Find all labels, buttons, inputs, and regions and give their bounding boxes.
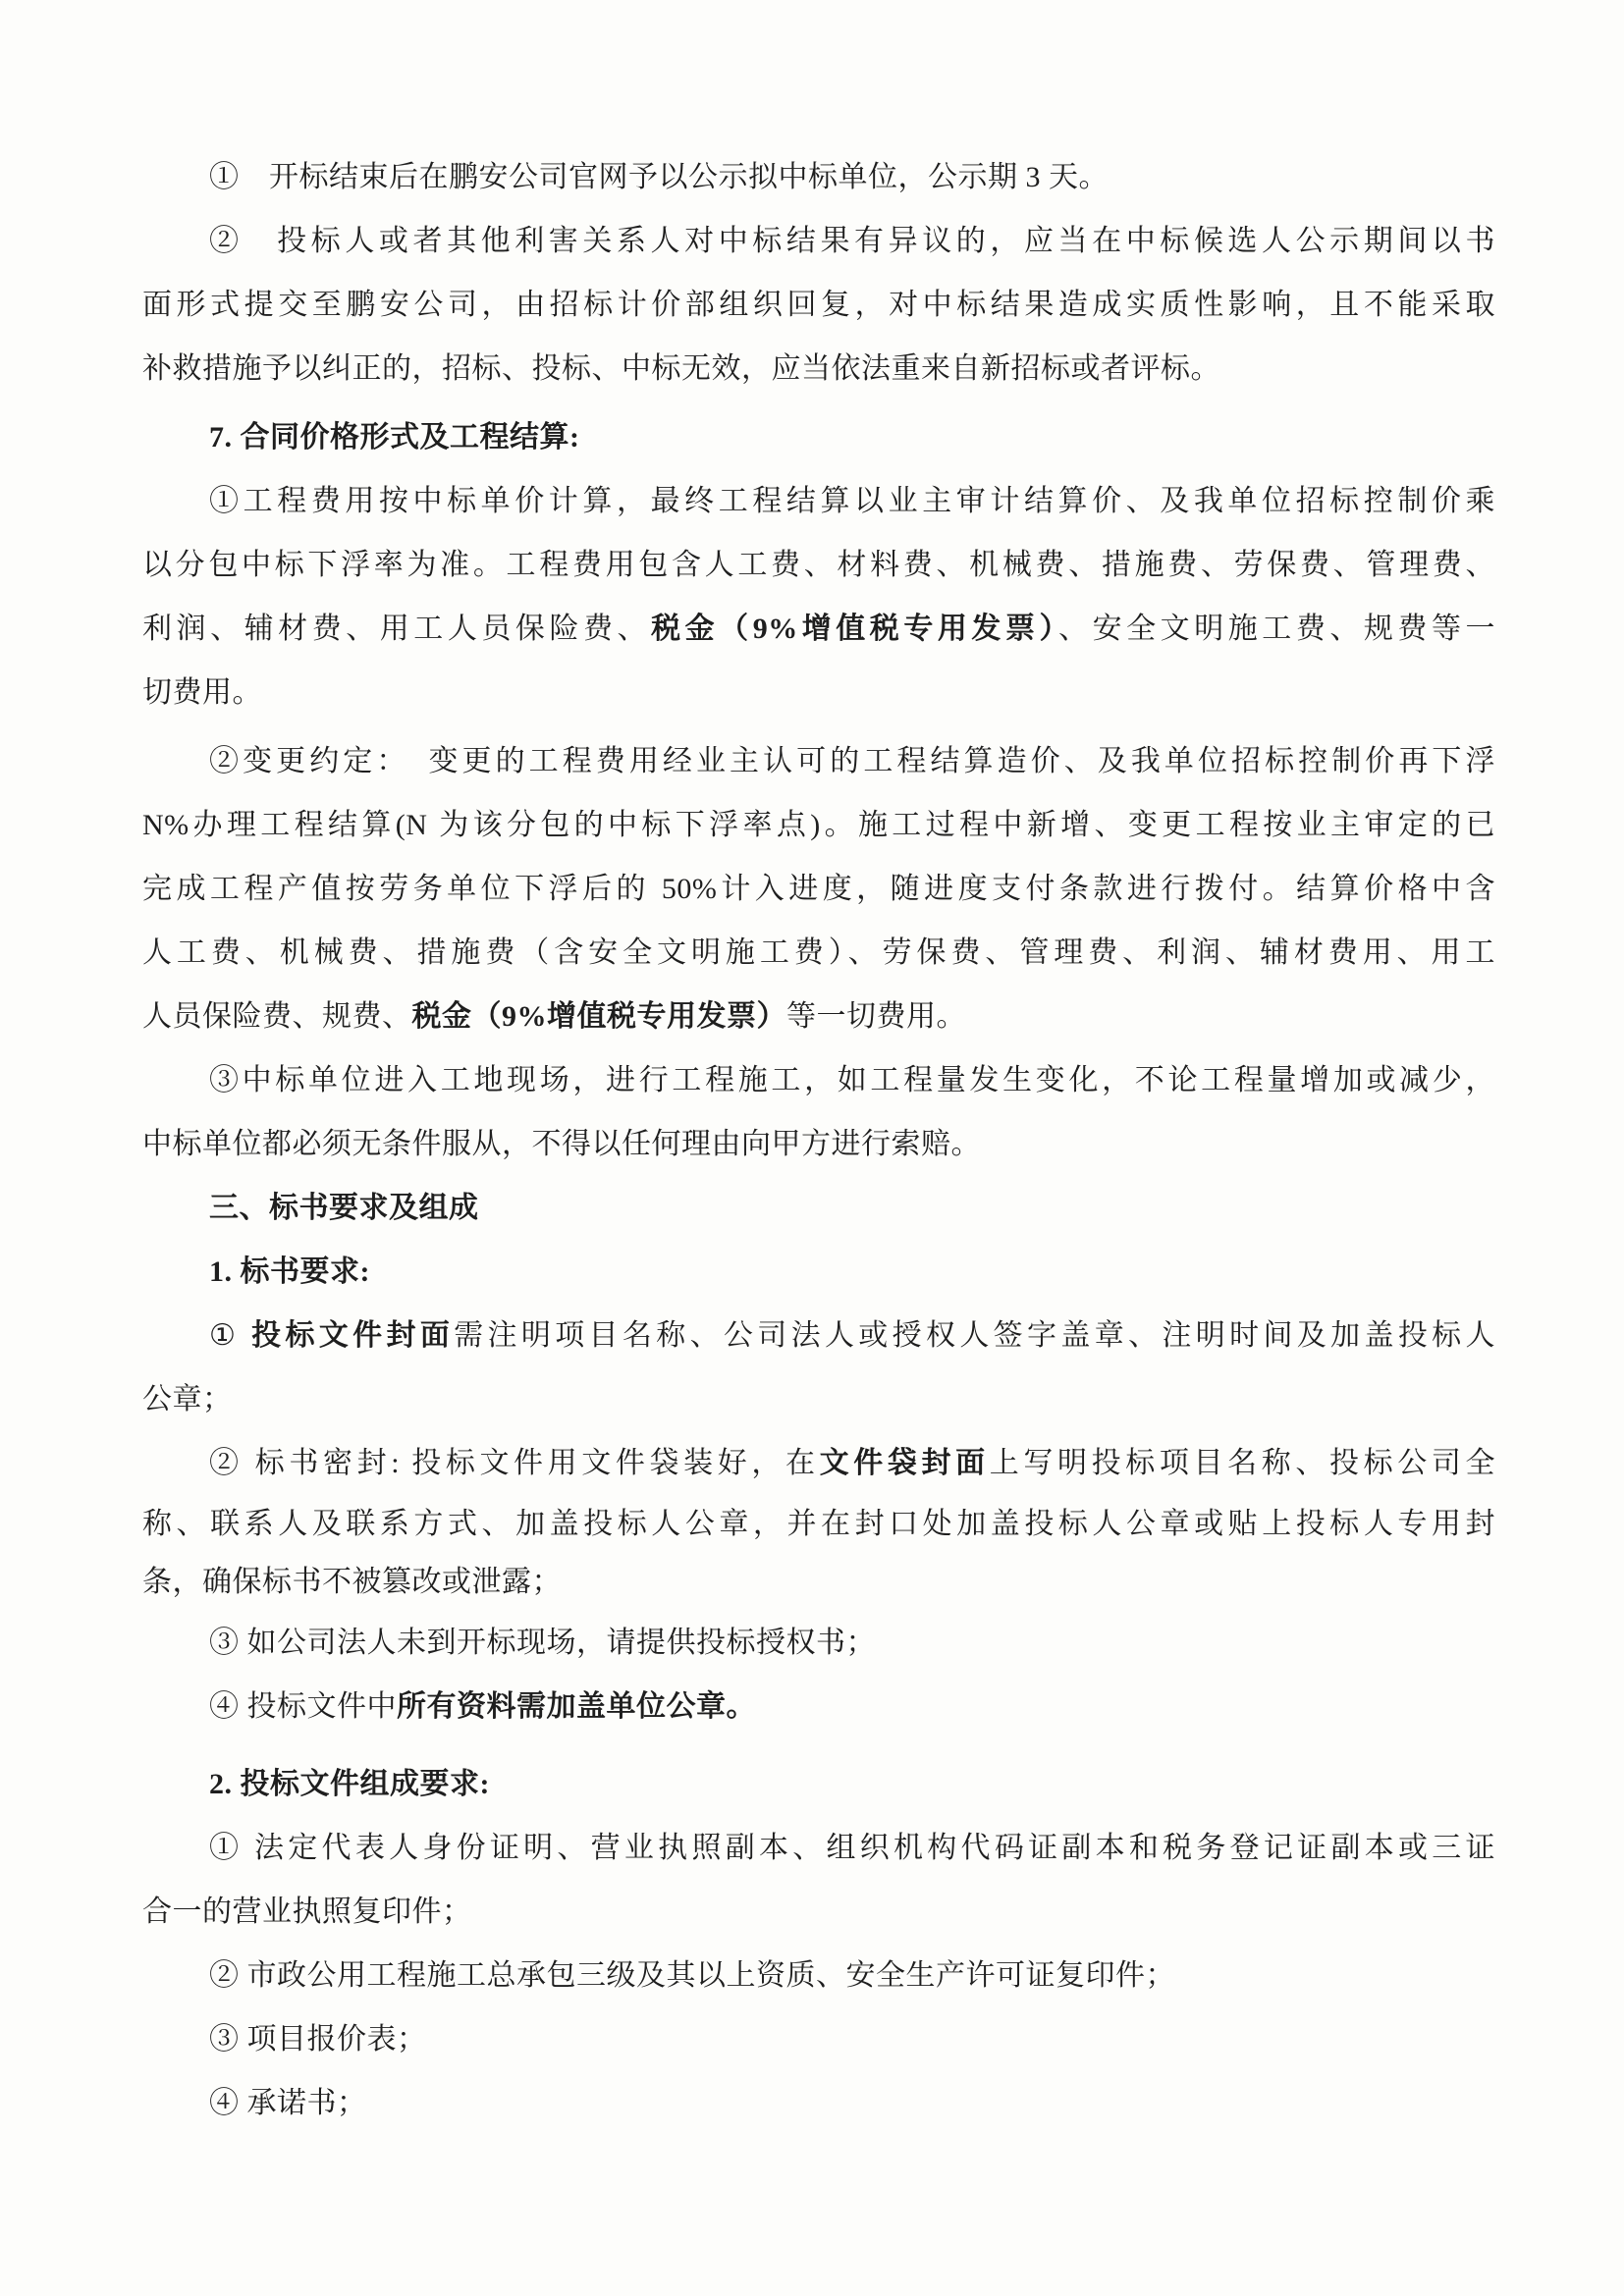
text-segment: ② 标书密封: 投标文件用文件袋装好，在 xyxy=(209,1447,820,1479)
text-segment: ②变更约定： 变更的工程费用经业主认可的工程结算造价、及我单位招标控制价再下浮 xyxy=(209,745,1495,777)
document-line xyxy=(142,2071,1495,2135)
text-segment: ① xyxy=(209,1319,252,1352)
text-segment: 中标单位都必须无条件服从，不得以任何理由向甲方进行索赔。 xyxy=(142,1128,981,1160)
text-segment: 称、联系人及联系方式、加盖投标人公章，并在封口处加盖投标人公章或贴上投标人专用封 xyxy=(142,1508,1495,1540)
document-line xyxy=(142,469,1495,533)
text-segment: 合一的营业执照复印件； xyxy=(142,1896,472,1928)
text-segment: 人员保险费、规费、 xyxy=(142,1000,412,1033)
text-segment: N%办理工程结算(N 为该分包的中标下浮率点)。施工过程中新增、变更工程按业主审定的已 xyxy=(142,809,1495,841)
document-line xyxy=(142,405,1495,469)
text-segment: ② 投标人或者其他利害关系人对中标结果有异议的，应当在中标候选人公示期间以书 xyxy=(209,225,1495,257)
bold-text-segment: 投标文件封面 xyxy=(251,1319,455,1352)
document-line xyxy=(142,597,1495,661)
text-segment: ① 开标结束后在鹏安公司官网予以公示拟中标单位，公示期 3 天。 xyxy=(209,161,1109,193)
text-segment: ④ 投标文件中 xyxy=(209,1690,397,1723)
document-line xyxy=(142,1816,1495,1880)
text-segment: 需注明项目名称、公司法人或授权人签字盖章、注明时间及加盖投标人 xyxy=(454,1319,1496,1352)
text-segment: 利润、辅材费、用工人员保险费、 xyxy=(142,613,652,645)
text-segment: 以分包中标下浮率为准。工程费用包含人工费、材料费、机械费、措施费、劳保费、管理费、 xyxy=(142,549,1495,581)
document-line xyxy=(142,337,1495,400)
document-line xyxy=(142,1240,1495,1304)
document-line xyxy=(142,921,1495,985)
document-line xyxy=(142,1495,1495,1554)
text-segment: ①工程费用按中标单价计算，最终工程结算以业主审计结算价、及我单位招标控制价乘 xyxy=(209,485,1495,517)
bold-text-segment: 三、标书要求及组成 xyxy=(209,1192,479,1224)
document-line xyxy=(142,1611,1495,1675)
document-line xyxy=(142,1112,1495,1176)
document-line xyxy=(142,1880,1495,1944)
document-line xyxy=(142,1554,1495,1611)
text-segment: 等一切费用。 xyxy=(786,1000,966,1033)
document-line xyxy=(142,661,1495,724)
document-line xyxy=(142,145,1495,209)
bold-text-segment: 所有资料需加盖单位公章。 xyxy=(397,1690,756,1723)
bold-text-segment: 文件袋封面 xyxy=(819,1447,990,1479)
text-segment: ③ 如公司法人未到开标现场，请提供投标授权书； xyxy=(209,1627,876,1659)
text-segment: 切费用。 xyxy=(142,676,262,709)
text-segment: 面形式提交至鹏安公司，由招标计价部组织回复，对中标结果造成实质性影响，且不能采取 xyxy=(142,289,1495,321)
document-line xyxy=(142,1431,1495,1495)
document-line xyxy=(142,1752,1495,1816)
text-segment: 公章； xyxy=(142,1383,233,1415)
document-line xyxy=(142,1367,1495,1431)
text-segment: ③ 项目报价表； xyxy=(209,2023,427,2056)
document-line xyxy=(142,793,1495,857)
text-segment: ④ 承诺书； xyxy=(209,2087,367,2119)
document-line xyxy=(142,857,1495,921)
text-segment: 人工费、机械费、措施费（含安全文明施工费）、劳保费、管理费、利润、辅材费用、用工 xyxy=(142,936,1495,969)
document-line xyxy=(142,729,1495,793)
bold-text-segment: 2. 投标文件组成要求: xyxy=(209,1768,490,1800)
text-segment: 、安全文明施工费、规费等一 xyxy=(1058,613,1496,645)
bold-text-segment: 税金（9%增值税专用发票） xyxy=(651,613,1059,645)
text-segment: 补救措施予以纠正的，招标、投标、中标无效，应当依法重来自新招标或者评标。 xyxy=(142,352,1220,385)
document-line xyxy=(142,1304,1495,1367)
bold-text-segment: 1. 标书要求: xyxy=(209,1255,370,1288)
text-segment: ③中标单位进入工地现场，进行工程施工，如工程量发生变化，不论工程量增加或减少， xyxy=(209,1064,1495,1096)
document-line xyxy=(142,273,1495,337)
document-line xyxy=(142,1176,1495,1240)
document-body xyxy=(142,145,1495,2135)
text-segment: ① 法定代表人身份证明、营业执照副本、组织机构代码证副本和税务登记证副本或三证 xyxy=(209,1832,1495,1864)
document-line xyxy=(142,1048,1495,1112)
text-segment: 条，确保标书不被篡改或泄露； xyxy=(142,1566,562,1598)
document-line xyxy=(142,2007,1495,2071)
text-segment: ② 市政公用工程施工总承包三级及其以上资质、安全生产许可证复印件； xyxy=(209,1959,1175,1992)
bold-text-segment: 7. 合同价格形式及工程结算: xyxy=(209,421,580,454)
document-line xyxy=(142,209,1495,273)
bold-text-segment: 税金（9%增值税专用发票） xyxy=(411,1000,786,1033)
document-line xyxy=(142,533,1495,597)
text-segment: 上写明投标项目名称、投标公司全 xyxy=(989,1447,1496,1479)
document-line xyxy=(142,985,1495,1048)
document-line xyxy=(142,1675,1495,1738)
text-segment: 完成工程产值按劳务单位下浮后的 50%计入进度，随进度支付条款进行拨付。结算价格中含 xyxy=(142,873,1495,905)
document-line xyxy=(142,1944,1495,2007)
